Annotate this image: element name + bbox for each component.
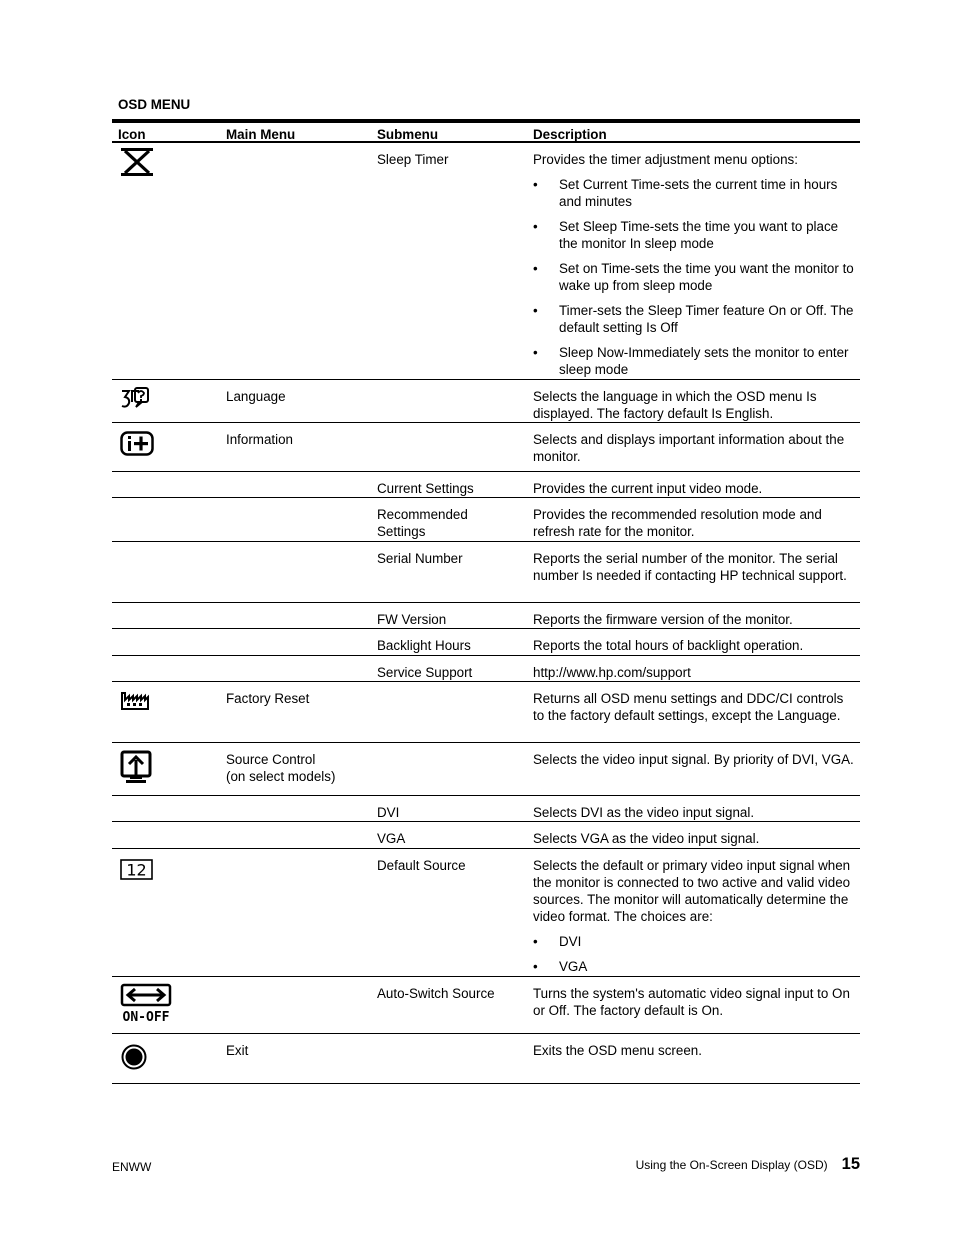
main-menu-cell: Language <box>226 389 286 404</box>
main-menu-cell: Exit <box>226 1043 249 1058</box>
default-source-icon-text: 12 <box>126 860 147 880</box>
table-row <box>112 796 860 822</box>
submenu-cell: Recommended Settings <box>377 507 468 539</box>
information-icon <box>120 431 154 457</box>
description-cell: Selects the video input signal. By priority of DVI, VGA. <box>533 752 854 767</box>
description-cell <box>533 857 858 983</box>
exit-icon <box>120 1043 148 1071</box>
table-row <box>112 472 860 498</box>
main-menu-cell: Source Control (on select models) <box>226 752 336 784</box>
submenu-cell: Backlight Hours <box>377 638 471 653</box>
description-cell: Provides the current input video mode. <box>533 481 763 496</box>
table-row <box>112 423 860 472</box>
main-menu-cell: Information <box>226 432 293 447</box>
list-item: • VGA <box>533 958 858 975</box>
sleep-timer-icon <box>120 147 154 177</box>
table-row <box>112 629 860 656</box>
description-cell: Provides the recommended resolution mode and refresh rate for the monitor. <box>533 507 822 539</box>
footer-section-title: Using the On-Screen Display (OSD) <box>635 1158 828 1172</box>
table-row <box>112 380 860 423</box>
table-row <box>112 656 860 682</box>
support-link[interactable]: http://www.hp.com/support <box>533 665 691 680</box>
table-row <box>112 849 860 977</box>
header-submenu: Submenu <box>377 127 439 142</box>
section-title: OSD MENU <box>118 97 191 112</box>
table-row <box>112 498 860 542</box>
list-item: • Sleep Now-Immediately sets the monitor to enter sleep mode <box>533 344 858 378</box>
list-item: • Timer-sets the Sleep Timer feature On or Off. The default setting Is Off <box>533 302 858 336</box>
description-cell <box>533 151 858 386</box>
default-source-icon <box>120 859 154 881</box>
description-text: Provides the timer adjustment menu options: <box>533 152 798 167</box>
description-cell: Returns all OSD menu settings and DDC/CI controls to the factory default settings, except the Language. <box>533 691 844 723</box>
submenu-cell: Default Source <box>377 858 466 873</box>
description-cell: Selects VGA as the video input signal. <box>533 831 760 846</box>
description-cell: Turns the system's automatic video signal input to On or Off. The factory default is On. <box>533 986 850 1018</box>
description-text: Selects the default or primary video input signal when the monitor is connected to two active and valid video sources. The monitor will automatically determine the video format. The choices are: <box>533 858 851 924</box>
submenu-cell: Service Support <box>377 665 473 680</box>
auto-switch-icon <box>120 983 174 1023</box>
submenu-cell: Serial Number <box>377 551 463 566</box>
source-control-icon <box>120 750 154 784</box>
submenu-cell: FW Version <box>377 612 447 627</box>
list-item: • Set on Time-sets the time you want the monitor to wake up from sleep mode <box>533 260 858 294</box>
osd-menu-table <box>112 119 860 1084</box>
submenu-cell: DVI <box>377 805 400 820</box>
page-number: 15 <box>841 1155 860 1173</box>
table-row <box>112 743 860 796</box>
description-cell: Reports the serial number of the monitor. The serial number Is needed if contacting HP technical support. <box>533 551 847 583</box>
table-row <box>112 1034 860 1084</box>
header-main-menu: Main Menu <box>226 127 296 142</box>
header-description: Description <box>533 127 607 142</box>
header-icon: Icon <box>118 127 146 142</box>
footer-right <box>636 1155 860 1174</box>
table-row <box>112 603 860 629</box>
language-icon <box>120 386 150 412</box>
table-row <box>112 542 860 603</box>
list-item: • Set Current Time-sets the current time in hours and minutes <box>533 176 858 210</box>
footer-left: ENWW <box>112 1160 152 1174</box>
table-row <box>112 977 860 1034</box>
table-row <box>112 143 860 380</box>
list-item: • DVI <box>533 933 858 950</box>
submenu-cell: VGA <box>377 831 406 846</box>
description-cell: Reports the total hours of backlight operation. <box>533 638 804 653</box>
list-item: • Set Sleep Time-sets the time you want to place the monitor In sleep mode <box>533 218 858 252</box>
on-off-label: ON-OFF <box>122 1010 170 1023</box>
table-header <box>112 119 860 143</box>
table-row <box>112 682 860 743</box>
main-menu-cell: Factory Reset <box>226 691 310 706</box>
description-cell: Reports the firmware version of the monitor. <box>533 612 793 627</box>
description-cell: Exits the OSD menu screen. <box>533 1043 702 1058</box>
description-cell: Selects the language in which the OSD menu Is displayed. The factory default Is English. <box>533 389 817 421</box>
table-row <box>112 822 860 849</box>
bullet-list <box>533 176 858 378</box>
submenu-cell: Sleep Timer <box>377 152 449 167</box>
description-cell: Selects DVI as the video input signal. <box>533 805 755 820</box>
submenu-cell: Auto-Switch Source <box>377 986 495 1001</box>
submenu-cell: Current Settings <box>377 481 474 496</box>
description-cell: Selects and displays important information about the monitor. <box>533 432 845 464</box>
bullet-list <box>533 933 858 975</box>
factory-reset-icon <box>120 691 150 711</box>
